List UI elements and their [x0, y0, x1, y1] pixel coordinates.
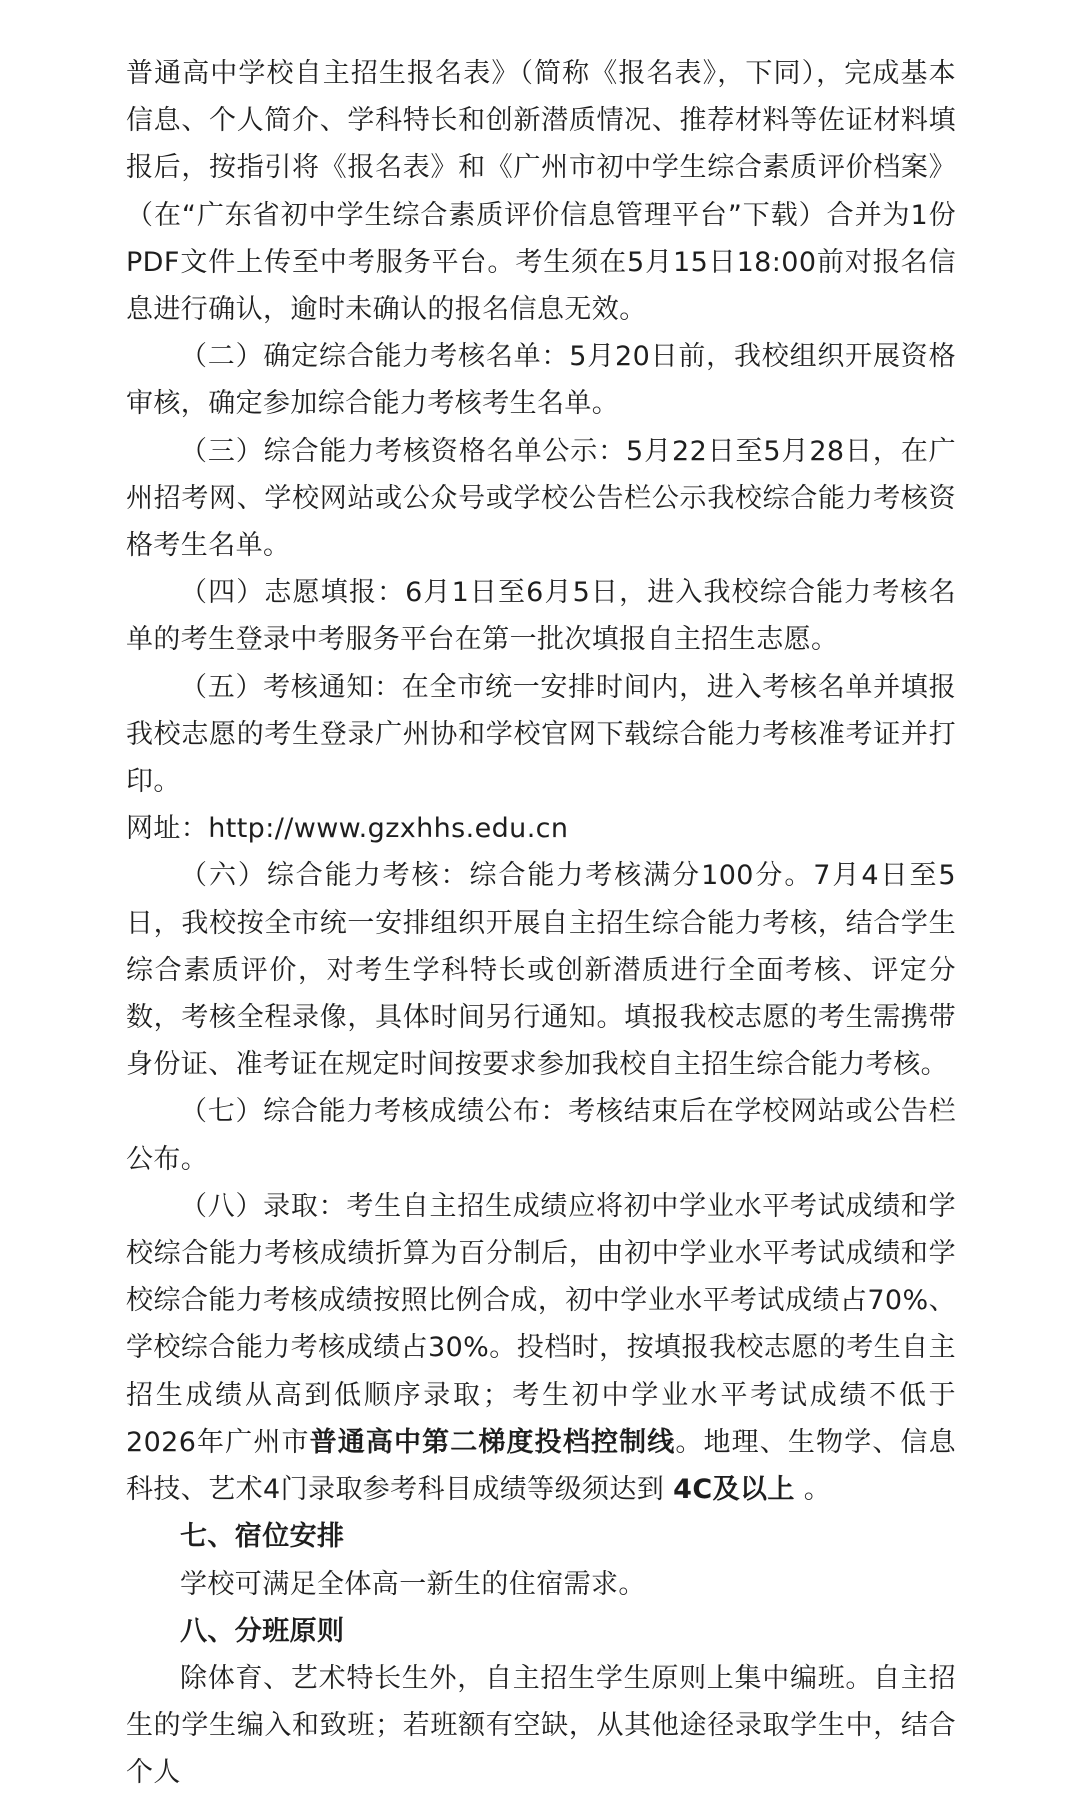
grade-requirement-emphasis: 4C及以上 — [673, 1474, 795, 1506]
class-division-paragraph: 除体育、艺术特长生外，自主招生学生原则上集中编班。自主招生的学生编入和致班；若班额有空缺，从其他途径录取学生中，结合个人 — [126, 1662, 956, 1789]
control-line-emphasis: 普通高中第二梯度投档控制线 — [309, 1426, 676, 1458]
section-7-paragraph: （七）综合能力考核成绩公布：考核结束后在学校网站或公告栏公布。 — [126, 1096, 956, 1175]
heading-accommodation: 七、宿位安排 — [180, 1521, 345, 1553]
section-4-paragraph: （四）志愿填报：6月1日至6月5日，进入我校综合能力考核名单的考生登录中考服务平台在第一批次填报自主招生志愿。 — [126, 577, 956, 656]
document-body — [126, 50, 956, 1797]
admission-text-1: （八）录取：考生自主招生成绩应将初中学业水平考试成绩和学校综合能力考核成绩折算为百分制后，由初中学业水平考试成绩和学校综合能力考核成绩按照比例合成，初中学业水平考试成绩占70%、学校综合能力考核成绩占30%。投档时，按填报我校志愿的考生自主招生成绩从高到低顺序录取；考生初中学业水平考试成绩不低于2026年广州市 — [126, 1190, 956, 1458]
accommodation-paragraph: 学校可满足全体高一新生的住宿需求。 — [180, 1568, 646, 1600]
section-8-paragraph — [126, 1183, 956, 1513]
section-5-paragraph: （五）考核通知：在全市统一安排时间内，进入考核名单并填报我校志愿的考生登录广州协和学校官网下载综合能力考核准考证并打印。 — [126, 671, 956, 798]
admission-text-3: 。 — [794, 1474, 832, 1506]
website-url: 网址：http://www.gzxhhs.edu.cn — [126, 813, 569, 845]
registration-paragraph: 普通高中学校自主招生报名表》（简称《报名表》，下同），完成基本信息、个人简介、学科特长和创新潜质情况、推荐材料等佐证材料填报后，按指引将《报名表》和《广州市初中学生综合素质评价档案》（在“广东省初中学生综合素质评价信息管理平台”下载）合并为1份PDF文件上传至中考服务平台。考生须在5月15日18:00前对报名信息进行确认，逾时未确认的报名信息无效。 — [126, 58, 956, 326]
section-6-paragraph: （六）综合能力考核：综合能力考核满分100分。7月4日至5日，我校按全市统一安排组织开展自主招生综合能力考核，结合学生综合素质评价，对考生学科特长或创新潜质进行全面考核、评定分数，考核全程录像，具体时间另行通知。填报我校志愿的考生需携带身份证、准考证在规定时间按要求参加我校自主招生综合能力考核。 — [126, 860, 956, 1081]
heading-class-division: 八、分班原则 — [180, 1615, 345, 1647]
section-3-paragraph: （三）综合能力考核资格名单公示：5月22日至5月28日，在广州招考网、学校网站或公众号或学校公告栏公示我校综合能力考核资格考生名单。 — [126, 435, 956, 562]
admission-text-2: 。地理、生物学、信息科技、艺术4门录取参考科目成绩等级须达到 — [126, 1426, 956, 1506]
section-2-paragraph: （二）确定综合能力考核名单：5月20日前，我校组织开展资格审核，确定参加综合能力考核考生名单。 — [126, 341, 956, 420]
